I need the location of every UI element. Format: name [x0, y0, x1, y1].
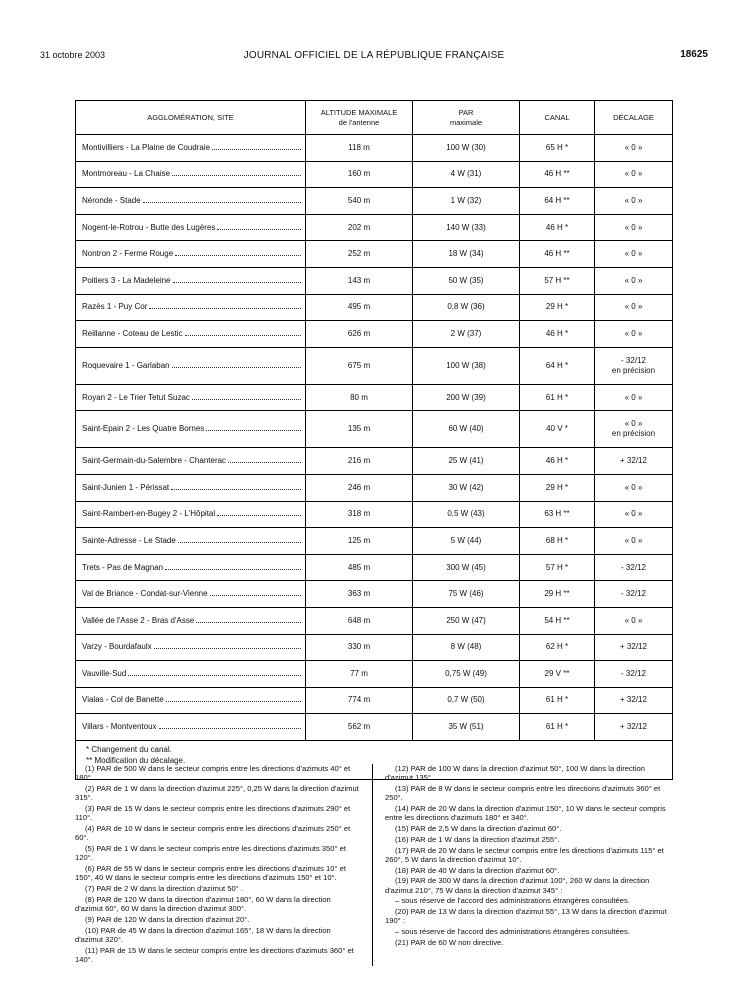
cell-canal: 54 H ** [520, 608, 595, 634]
cell-altitude: 675 m [306, 348, 413, 384]
cell-decalage: « 0 » [624, 535, 643, 545]
cell-par: 2 W (37) [413, 321, 520, 347]
cell-decalage: - 32/12 [621, 589, 646, 599]
footnote: (9) PAR de 120 W dans la direction d'azimut 20°. [85, 914, 250, 924]
cell-site: Royan 2 - Le Trier Tetut Suzac [76, 385, 306, 411]
cell-par: 25 W (41) [413, 448, 520, 474]
cell-decalage: « 0 » [624, 195, 643, 205]
footnote: (17) PAR de 20 W dans le secteur compris entre les directions d'azimuts 115° et 260°, 5 W dans la direction d'azimut 10°. [385, 845, 664, 864]
cell-par: 4 W (31) [413, 162, 520, 188]
cell-decalage: + 32/12 [620, 456, 647, 466]
cell-altitude: 540 m [306, 188, 413, 214]
cell-decalage: - 32/12 [621, 562, 646, 572]
cell-par: 300 W (45) [413, 555, 520, 581]
cell-altitude: 252 m [306, 241, 413, 267]
table-row [76, 581, 672, 608]
table-row [76, 135, 672, 162]
table-row [76, 448, 672, 475]
cell-site: Néronde - Stade [76, 188, 306, 214]
cell-decalage: « 0 » [624, 328, 643, 338]
legend-channel-change: * Changement du canal. [86, 744, 172, 754]
cell-par: 0,5 W (43) [413, 502, 520, 528]
page-header [40, 48, 708, 64]
cell-par: 0,75 W (49) [413, 661, 520, 687]
table-row [76, 215, 672, 242]
cell-decalage: « 0 » [624, 302, 643, 312]
cell-site: Saint-Epain 2 - Les Quatre Bornes [76, 411, 306, 447]
cell-altitude: 135 m [306, 411, 413, 447]
table-row [76, 555, 672, 582]
cell-site: Saint-Junien 1 - Périssat [76, 475, 306, 501]
cell-canal: 64 H ** [520, 188, 595, 214]
cell-par: 0,7 W (50) [413, 688, 520, 714]
cell-site: Trets - Pas de Magnan [76, 555, 306, 581]
table-row [76, 188, 672, 215]
footnote: (19) PAR de 300 W dans la direction d'azimut 100°, 260 W dans la direction d'azimut 210°, 75 W dans la direction d'azimut 345° : [385, 876, 650, 895]
cell-canal: 57 H ** [520, 268, 595, 294]
table-row [76, 688, 672, 715]
footnote: (2) PAR de 1 W dans la direction d'azimut 225°, 0,25 W dans la direction d'azimut 315°. [75, 784, 359, 803]
table-row [76, 162, 672, 189]
journal-title: JOURNAL OFFICIEL DE LA RÉPUBLIQUE FRANÇAISE [243, 50, 505, 61]
footnote: (6) PAR de 55 W dans le secteur compris entre les directions d'azimuts 10° et 150°, 40 W dans le secteur compris entre les directions d'azimuts 150° et 10°. [75, 864, 346, 883]
cell-decalage: « 0 » [624, 142, 643, 152]
table-row [76, 411, 672, 448]
cell-par: 30 W (42) [413, 475, 520, 501]
cell-decalage-note: en précision [611, 365, 656, 375]
cell-canal: 57 H * [520, 555, 595, 581]
cell-decalage: « 0 » [624, 509, 643, 519]
footnote: (11) PAR de 15 W dans le secteur compris entre les directions d'azimuts 360° et 140°. [75, 945, 354, 964]
cell-site: Vallée de l'Asse 2 - Bras d'Asse [76, 608, 306, 634]
cell-decalage: « 0 » [624, 222, 643, 232]
cell-altitude: 562 m [306, 714, 413, 740]
footnotes-right-column [373, 764, 671, 966]
table-row [76, 241, 672, 268]
footnote: (10) PAR de 45 W dans la direction d'azimut 165°, 18 W dans la direction d'azimut 320°. [75, 925, 331, 944]
cell-altitude: 495 m [306, 295, 413, 321]
cell-decalage: « 0 » [624, 249, 643, 259]
cell-site: Varzy - Bourdafaulx [76, 635, 306, 661]
table-row [76, 635, 672, 662]
cell-site: Nogent-le-Rotrou - Butte des Lugères [76, 215, 306, 241]
cell-par: 100 W (30) [413, 135, 520, 161]
footnote: (5) PAR de 1 W dans le secteur compris entre les directions d'azimuts 350° et 120°. [75, 844, 346, 863]
cell-decalage: - 32/12 [621, 668, 646, 678]
footnote: (1) PAR de 500 W dans le secteur compris entre les directions d'azimuts 40° et 180°. [75, 764, 351, 783]
cell-site: Reillanne - Coteau de Lestic [76, 321, 306, 347]
footnotes [75, 764, 671, 966]
cell-altitude: 77 m [306, 661, 413, 687]
footnotes-left-column [75, 764, 373, 966]
cell-par: 35 W (51) [413, 714, 520, 740]
header-decalage: DÉCALAGE [613, 112, 654, 122]
cell-decalage: - 32/12 en précision [611, 355, 656, 375]
cell-decalage: « 0 » [624, 169, 643, 179]
table-row [76, 608, 672, 635]
footnote: (21) PAR de 60 W non directive. [395, 937, 504, 947]
cell-canal: 46 H ** [520, 241, 595, 267]
table-row [76, 475, 672, 502]
footnote: – sous réserve de l'accord des administrations étrangères consultées. [395, 927, 630, 936]
cell-canal: 61 H * [520, 714, 595, 740]
footnote: (15) PAR de 2,5 W dans la direction d'azimut 60°. [395, 824, 562, 833]
footnote: (20) PAR de 13 W dans la direction d'azimut 55°, 13 W dans la direction d'azimut 190° : [385, 907, 667, 926]
footnote: (3) PAR de 15 W dans le secteur compris entre les directions d'azimuts 290° et 110°. [75, 804, 351, 823]
cell-altitude: 216 m [306, 448, 413, 474]
cell-canal: 40 V * [520, 411, 595, 447]
table-row [76, 385, 672, 412]
cell-par: 100 W (38) [413, 348, 520, 384]
cell-canal: 46 H * [520, 448, 595, 474]
header-par: PAR maximale [413, 101, 520, 134]
footnote: (12) PAR de 100 W dans la direction d'azimut 50°, 100 W dans la direction d'azimut 135°. [385, 764, 646, 783]
cell-decalage: + 32/12 [620, 722, 647, 732]
cell-canal: 29 V ** [520, 661, 595, 687]
table-row [76, 321, 672, 348]
cell-par: 75 W (46) [413, 581, 520, 607]
cell-altitude: 246 m [306, 475, 413, 501]
table-row [76, 295, 672, 322]
cell-altitude: 118 m [306, 135, 413, 161]
footnote: (18) PAR de 40 W dans la direction d'azimut 60°. [395, 865, 560, 875]
header-altitude: ALTITUDE MAXIMALE de l'antenne [306, 101, 413, 134]
cell-canal: 29 H * [520, 475, 595, 501]
header-site: AGGLOMÉRATION, SITE [76, 101, 306, 134]
cell-par: 18 W (34) [413, 241, 520, 267]
table-row [76, 528, 672, 555]
legend-offset-change: ** Modification du décalage. [86, 755, 186, 765]
cell-canal: 64 H * [520, 348, 595, 384]
cell-altitude: 330 m [306, 635, 413, 661]
cell-par: 8 W (48) [413, 635, 520, 661]
cell-site: Sainte-Adresse - Le Stade [76, 528, 306, 554]
cell-altitude: 143 m [306, 268, 413, 294]
cell-par: 5 W (44) [413, 528, 520, 554]
cell-altitude: 125 m [306, 528, 413, 554]
footnote: (8) PAR de 120 W dans la direction d'azimut 180°, 60 W dans la direction d'azimut 60°, 60 W dans la direction d'azimut 300°. [75, 894, 331, 913]
cell-altitude: 160 m [306, 162, 413, 188]
cell-site: Vauville-Sud [76, 661, 306, 687]
footnote: (16) PAR de 1 W dans la direction d'azimut 255°. [395, 834, 560, 844]
cell-decalage: + 32/12 [620, 695, 647, 705]
cell-canal: 46 H * [520, 321, 595, 347]
table-header [76, 101, 672, 135]
header-canal: CANAL [520, 101, 595, 134]
table-row [76, 502, 672, 529]
cell-decalage: « 0 » en précision [611, 419, 656, 439]
cell-altitude: 202 m [306, 215, 413, 241]
cell-site: Villars - Montventoux [76, 714, 306, 740]
cell-canal: 46 H ** [520, 162, 595, 188]
cell-decalage: « 0 » [624, 275, 643, 285]
cell-site: Poitiers 3 - La Madeleine [76, 268, 306, 294]
cell-altitude: 318 m [306, 502, 413, 528]
cell-site: Vialas - Col de Banette [76, 688, 306, 714]
table-row [76, 661, 672, 688]
cell-site: Montmoreau - La Chaise [76, 162, 306, 188]
cell-canal: 29 H ** [520, 581, 595, 607]
cell-site: Nontron 2 - Ferme Rouge [76, 241, 306, 267]
frequency-table [75, 100, 673, 780]
cell-decalage: + 32/12 [620, 642, 647, 652]
cell-decalage: « 0 » [624, 615, 643, 625]
cell-canal: 29 H * [520, 295, 595, 321]
cell-decalage: « 0 » [624, 482, 643, 492]
cell-canal: 68 H * [520, 528, 595, 554]
cell-altitude: 363 m [306, 581, 413, 607]
cell-par: 250 W (47) [413, 608, 520, 634]
cell-site: Roquevaire 1 - Garlaban [76, 348, 306, 384]
cell-par: 1 W (32) [413, 188, 520, 214]
cell-altitude: 485 m [306, 555, 413, 581]
table-body [76, 135, 672, 741]
cell-site: Montivilliers - La Plaine de Coudraie [76, 135, 306, 161]
issue-date: 31 octobre 2003 [40, 50, 106, 60]
cell-altitude: 80 m [306, 385, 413, 411]
cell-par: 50 W (35) [413, 268, 520, 294]
table-row [76, 348, 672, 385]
footnote: (14) PAR de 20 W dans la direction d'azimut 150°, 10 W dans le secteur compris entre les directions d'azimuts 180° et 340°. [385, 804, 666, 823]
cell-canal: 65 H * [520, 135, 595, 161]
cell-site: Razès 1 - Puy Cor [76, 295, 306, 321]
page-number: 18625 [680, 49, 708, 60]
cell-par: 140 W (33) [413, 215, 520, 241]
cell-canal: 46 H * [520, 215, 595, 241]
cell-site: Saint-Rambert-en-Bugey 2 - L'Hôpital [76, 502, 306, 528]
cell-altitude: 774 m [306, 688, 413, 714]
footnote: (4) PAR de 10 W dans le secteur compris entre les directions d'azimuts 250° et 60°. [75, 824, 351, 843]
footnote: (13) PAR de 8 W dans le secteur compris entre les directions d'azimuts 360° et 250°. [385, 784, 661, 803]
footnote: (7) PAR de 2 W dans la direction d'azimut 50° . [85, 884, 243, 893]
footnote: – sous réserve de l'accord des administrations étrangères consultées. [395, 896, 630, 906]
cell-altitude: 626 m [306, 321, 413, 347]
cell-altitude: 648 m [306, 608, 413, 634]
cell-canal: 63 H ** [520, 502, 595, 528]
cell-decalage: « 0 » [624, 392, 643, 402]
cell-decalage-note: en précision [611, 429, 656, 439]
cell-site: Val de Briance - Condat-sur-Vienne [76, 581, 306, 607]
cell-par: 0,8 W (36) [413, 295, 520, 321]
table-row [76, 714, 672, 741]
cell-canal: 62 H * [520, 635, 595, 661]
cell-canal: 61 H * [520, 385, 595, 411]
table-row [76, 268, 672, 295]
cell-par: 60 W (40) [413, 411, 520, 447]
cell-par: 200 W (39) [413, 385, 520, 411]
cell-canal: 61 H * [520, 688, 595, 714]
cell-site: Saint-Germain-du-Salembre - Chanterac [76, 448, 306, 474]
